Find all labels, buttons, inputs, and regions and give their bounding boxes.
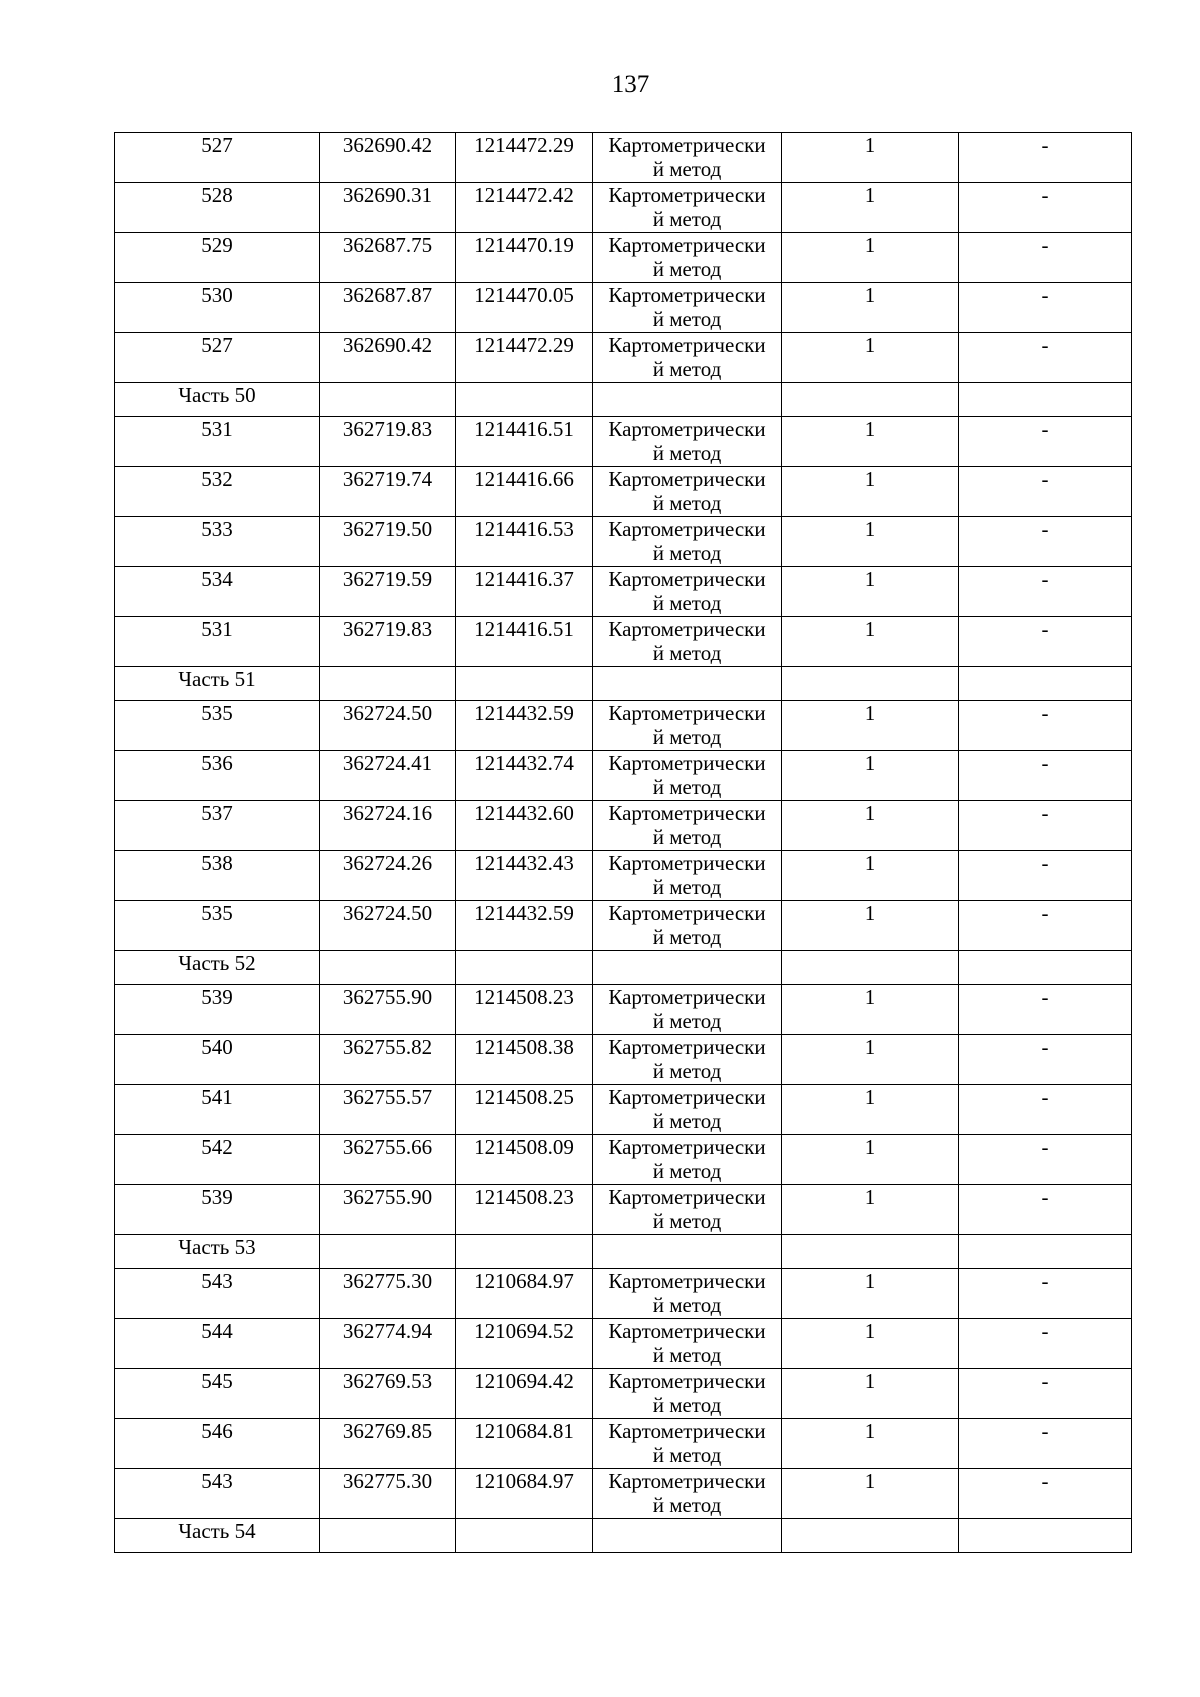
table-row [115,1085,1132,1135]
x-coordinate-cell: 362775.30 [320,1469,456,1519]
method-line-2: й метод [652,1209,722,1233]
page-number: 137 [611,71,650,98]
method-line-2: й метод [652,1343,722,1367]
method-line-2: й метод [652,207,722,231]
description-cell: - [959,1419,1132,1469]
point-number-cell: 543 [115,1469,320,1519]
method-line-1: Картометрически [608,1319,766,1343]
x-coordinate-cell: 362719.59 [320,567,456,617]
method-cell [593,567,782,617]
method-line-2: й метод [652,641,722,665]
method-cell [593,1135,782,1185]
table-row [115,701,1132,751]
method-cell [593,985,782,1035]
y-coordinate-cell: 1210684.97 [456,1469,593,1519]
method-line-2: й метод [652,257,722,281]
accuracy-cell: 1 [782,233,959,283]
description-cell: - [959,851,1132,901]
description-cell: - [959,1369,1132,1419]
method-line-1: Картометрически [608,701,766,725]
description-cell: - [959,1269,1132,1319]
method-line-1: Картометрически [608,233,766,257]
method-line-1: Картометрически [608,1035,766,1059]
empty-cell [593,1235,782,1269]
description-cell: - [959,801,1132,851]
x-coordinate-cell: 362719.74 [320,467,456,517]
method-line-1: Картометрически [608,183,766,207]
coordinates-table [114,132,1132,1553]
accuracy-cell: 1 [782,901,959,951]
accuracy-cell: 1 [782,417,959,467]
point-number-cell: 536 [115,751,320,801]
empty-cell [782,383,959,417]
point-number-cell: 539 [115,985,320,1035]
method-line-1: Картометрически [608,985,766,1009]
method-line-1: Картометрически [608,283,766,307]
method-line-2: й метод [652,725,722,749]
empty-cell [320,1519,456,1553]
part-label: Часть 53 [115,1235,320,1269]
accuracy-cell: 1 [782,1469,959,1519]
x-coordinate-cell: 362690.42 [320,333,456,383]
description-cell: - [959,417,1132,467]
table-row [115,233,1132,283]
point-number-cell: 539 [115,1185,320,1235]
method-line-1: Картометрически [608,901,766,925]
empty-cell [593,951,782,985]
method-cell [593,233,782,283]
empty-cell [782,1519,959,1553]
table-row [115,183,1132,233]
part-header-row [115,1519,1132,1553]
point-number-cell: 545 [115,1369,320,1419]
empty-cell [593,667,782,701]
x-coordinate-cell: 362755.90 [320,1185,456,1235]
method-line-2: й метод [652,1109,722,1133]
description-cell: - [959,517,1132,567]
x-coordinate-cell: 362774.94 [320,1319,456,1369]
method-cell [593,283,782,333]
x-coordinate-cell: 362719.50 [320,517,456,567]
point-number-cell: 531 [115,617,320,667]
method-line-1: Картометрически [608,567,766,591]
table-row [115,283,1132,333]
table-row [115,1269,1132,1319]
accuracy-cell: 1 [782,183,959,233]
description-cell: - [959,183,1132,233]
method-cell [593,467,782,517]
empty-cell [782,667,959,701]
table-row [115,517,1132,567]
y-coordinate-cell: 1210684.97 [456,1269,593,1319]
table-row [115,1319,1132,1369]
empty-cell [456,1519,593,1553]
method-line-1: Картометрически [608,851,766,875]
point-number-cell: 538 [115,851,320,901]
table-row [115,417,1132,467]
coordinates-table-body [115,133,1132,1553]
part-label: Часть 52 [115,951,320,985]
method-cell [593,701,782,751]
accuracy-cell: 1 [782,133,959,183]
method-cell [593,751,782,801]
table-row [115,1369,1132,1419]
point-number-cell: 534 [115,567,320,617]
method-cell [593,1469,782,1519]
method-cell [593,517,782,567]
description-cell: - [959,617,1132,667]
x-coordinate-cell: 362769.85 [320,1419,456,1469]
part-label: Часть 50 [115,383,320,417]
table-row [115,1035,1132,1085]
table-row [115,1185,1132,1235]
description-cell: - [959,233,1132,283]
method-cell [593,133,782,183]
part-header-row [115,1235,1132,1269]
point-number-cell: 546 [115,1419,320,1469]
accuracy-cell: 1 [782,1369,959,1419]
x-coordinate-cell: 362775.30 [320,1269,456,1319]
point-number-cell: 544 [115,1319,320,1369]
x-coordinate-cell: 362755.57 [320,1085,456,1135]
method-line-1: Картометрически [608,467,766,491]
point-number-cell: 531 [115,417,320,467]
table-row [115,801,1132,851]
accuracy-cell: 1 [782,985,959,1035]
method-cell [593,901,782,951]
table-row [115,901,1132,951]
part-header-row [115,951,1132,985]
description-cell: - [959,1185,1132,1235]
method-line-1: Картометрически [608,617,766,641]
method-line-1: Картометрически [608,751,766,775]
method-cell [593,1319,782,1369]
empty-cell [456,667,593,701]
accuracy-cell: 1 [782,1035,959,1085]
accuracy-cell: 1 [782,1319,959,1369]
method-line-2: й метод [652,1159,722,1183]
empty-cell [959,383,1132,417]
table-row [115,467,1132,517]
method-line-1: Картометрически [608,1469,766,1493]
method-cell [593,801,782,851]
method-cell [593,1035,782,1085]
method-cell [593,1085,782,1135]
accuracy-cell: 1 [782,333,959,383]
table-row [115,1469,1132,1519]
description-cell: - [959,467,1132,517]
accuracy-cell: 1 [782,567,959,617]
accuracy-cell: 1 [782,467,959,517]
part-label: Часть 51 [115,667,320,701]
y-coordinate-cell: 1214432.59 [456,701,593,751]
description-cell: - [959,1469,1132,1519]
table-row [115,1419,1132,1469]
empty-cell [456,1235,593,1269]
table-row [115,751,1132,801]
method-line-1: Картометрически [608,801,766,825]
accuracy-cell: 1 [782,751,959,801]
y-coordinate-cell: 1214432.74 [456,751,593,801]
point-number-cell: 533 [115,517,320,567]
description-cell: - [959,1085,1132,1135]
method-cell [593,183,782,233]
method-line-2: й метод [652,1009,722,1033]
method-cell [593,333,782,383]
x-coordinate-cell: 362690.31 [320,183,456,233]
method-line-2: й метод [652,441,722,465]
accuracy-cell: 1 [782,701,959,751]
description-cell: - [959,901,1132,951]
description-cell: - [959,985,1132,1035]
description-cell: - [959,751,1132,801]
table-row [115,1135,1132,1185]
empty-cell [959,951,1132,985]
empty-cell [320,951,456,985]
part-label: Часть 54 [115,1519,320,1553]
y-coordinate-cell: 1214508.09 [456,1135,593,1185]
y-coordinate-cell: 1214470.05 [456,283,593,333]
x-coordinate-cell: 362719.83 [320,417,456,467]
method-line-1: Картометрически [608,333,766,357]
method-cell [593,1419,782,1469]
description-cell: - [959,701,1132,751]
method-line-2: й метод [652,875,722,899]
accuracy-cell: 1 [782,517,959,567]
accuracy-cell: 1 [782,617,959,667]
point-number-cell: 535 [115,901,320,951]
x-coordinate-cell: 362687.75 [320,233,456,283]
point-number-cell: 543 [115,1269,320,1319]
method-line-2: й метод [652,541,722,565]
table-row [115,985,1132,1035]
accuracy-cell: 1 [782,1185,959,1235]
accuracy-cell: 1 [782,1085,959,1135]
point-number-cell: 530 [115,283,320,333]
method-cell [593,417,782,467]
description-cell: - [959,333,1132,383]
point-number-cell: 540 [115,1035,320,1085]
method-line-2: й метод [652,1393,722,1417]
method-line-2: й метод [652,157,722,181]
x-coordinate-cell: 362769.53 [320,1369,456,1419]
description-cell: - [959,1319,1132,1369]
method-line-2: й метод [652,491,722,515]
y-coordinate-cell: 1214416.51 [456,417,593,467]
point-number-cell: 528 [115,183,320,233]
table-row [115,333,1132,383]
x-coordinate-cell: 362724.26 [320,851,456,901]
x-coordinate-cell: 362755.82 [320,1035,456,1085]
empty-cell [456,951,593,985]
accuracy-cell: 1 [782,283,959,333]
point-number-cell: 535 [115,701,320,751]
y-coordinate-cell: 1214508.38 [456,1035,593,1085]
empty-cell [593,1519,782,1553]
accuracy-cell: 1 [782,851,959,901]
method-line-2: й метод [652,775,722,799]
empty-cell [782,951,959,985]
method-line-1: Картометрически [608,1419,766,1443]
y-coordinate-cell: 1210694.52 [456,1319,593,1369]
empty-cell [959,667,1132,701]
method-line-2: й метод [652,591,722,615]
method-line-1: Картометрически [608,1369,766,1393]
y-coordinate-cell: 1214416.66 [456,467,593,517]
method-line-2: й метод [652,1443,722,1467]
description-cell: - [959,283,1132,333]
point-number-cell: 529 [115,233,320,283]
method-line-2: й метод [652,925,722,949]
y-coordinate-cell: 1214472.42 [456,183,593,233]
x-coordinate-cell: 362724.16 [320,801,456,851]
table-row [115,851,1132,901]
point-number-cell: 541 [115,1085,320,1135]
x-coordinate-cell: 362724.50 [320,701,456,751]
method-line-1: Картометрически [608,517,766,541]
method-line-2: й метод [652,357,722,381]
accuracy-cell: 1 [782,1419,959,1469]
point-number-cell: 527 [115,333,320,383]
method-cell [593,851,782,901]
y-coordinate-cell: 1214416.51 [456,617,593,667]
method-line-1: Картометрически [608,1085,766,1109]
method-line-2: й метод [652,1293,722,1317]
y-coordinate-cell: 1214416.37 [456,567,593,617]
method-cell [593,1269,782,1319]
y-coordinate-cell: 1210684.81 [456,1419,593,1469]
x-coordinate-cell: 362687.87 [320,283,456,333]
x-coordinate-cell: 362755.90 [320,985,456,1035]
empty-cell [593,383,782,417]
y-coordinate-cell: 1214508.23 [456,985,593,1035]
empty-cell [456,383,593,417]
method-line-2: й метод [652,1059,722,1083]
y-coordinate-cell: 1214432.60 [456,801,593,851]
description-cell: - [959,1035,1132,1085]
table-row [115,617,1132,667]
y-coordinate-cell: 1214416.53 [456,517,593,567]
description-cell: - [959,567,1132,617]
y-coordinate-cell: 1214508.25 [456,1085,593,1135]
method-line-2: й метод [652,307,722,331]
accuracy-cell: 1 [782,801,959,851]
empty-cell [320,383,456,417]
method-line-2: й метод [652,1493,722,1517]
method-line-1: Картометрически [608,133,766,157]
method-line-1: Картометрически [608,1135,766,1159]
point-number-cell: 542 [115,1135,320,1185]
method-line-2: й метод [652,825,722,849]
method-cell [593,1369,782,1419]
description-cell: - [959,1135,1132,1185]
y-coordinate-cell: 1214472.29 [456,333,593,383]
x-coordinate-cell: 362755.66 [320,1135,456,1185]
empty-cell [959,1519,1132,1553]
table-row [115,567,1132,617]
accuracy-cell: 1 [782,1269,959,1319]
y-coordinate-cell: 1214432.59 [456,901,593,951]
x-coordinate-cell: 362724.50 [320,901,456,951]
method-line-1: Картометрически [608,1269,766,1293]
y-coordinate-cell: 1214508.23 [456,1185,593,1235]
method-line-1: Картометрически [608,1185,766,1209]
y-coordinate-cell: 1214472.29 [456,133,593,183]
x-coordinate-cell: 362719.83 [320,617,456,667]
method-cell [593,617,782,667]
point-number-cell: 532 [115,467,320,517]
x-coordinate-cell: 362724.41 [320,751,456,801]
y-coordinate-cell: 1210694.42 [456,1369,593,1419]
part-header-row [115,667,1132,701]
empty-cell [959,1235,1132,1269]
y-coordinate-cell: 1214432.43 [456,851,593,901]
y-coordinate-cell: 1214470.19 [456,233,593,283]
empty-cell [782,1235,959,1269]
table-row [115,133,1132,183]
accuracy-cell: 1 [782,1135,959,1185]
point-number-cell: 537 [115,801,320,851]
part-header-row [115,383,1132,417]
method-cell [593,1185,782,1235]
x-coordinate-cell: 362690.42 [320,133,456,183]
empty-cell [320,1235,456,1269]
method-line-1: Картометрически [608,417,766,441]
point-number-cell: 527 [115,133,320,183]
empty-cell [320,667,456,701]
description-cell: - [959,133,1132,183]
